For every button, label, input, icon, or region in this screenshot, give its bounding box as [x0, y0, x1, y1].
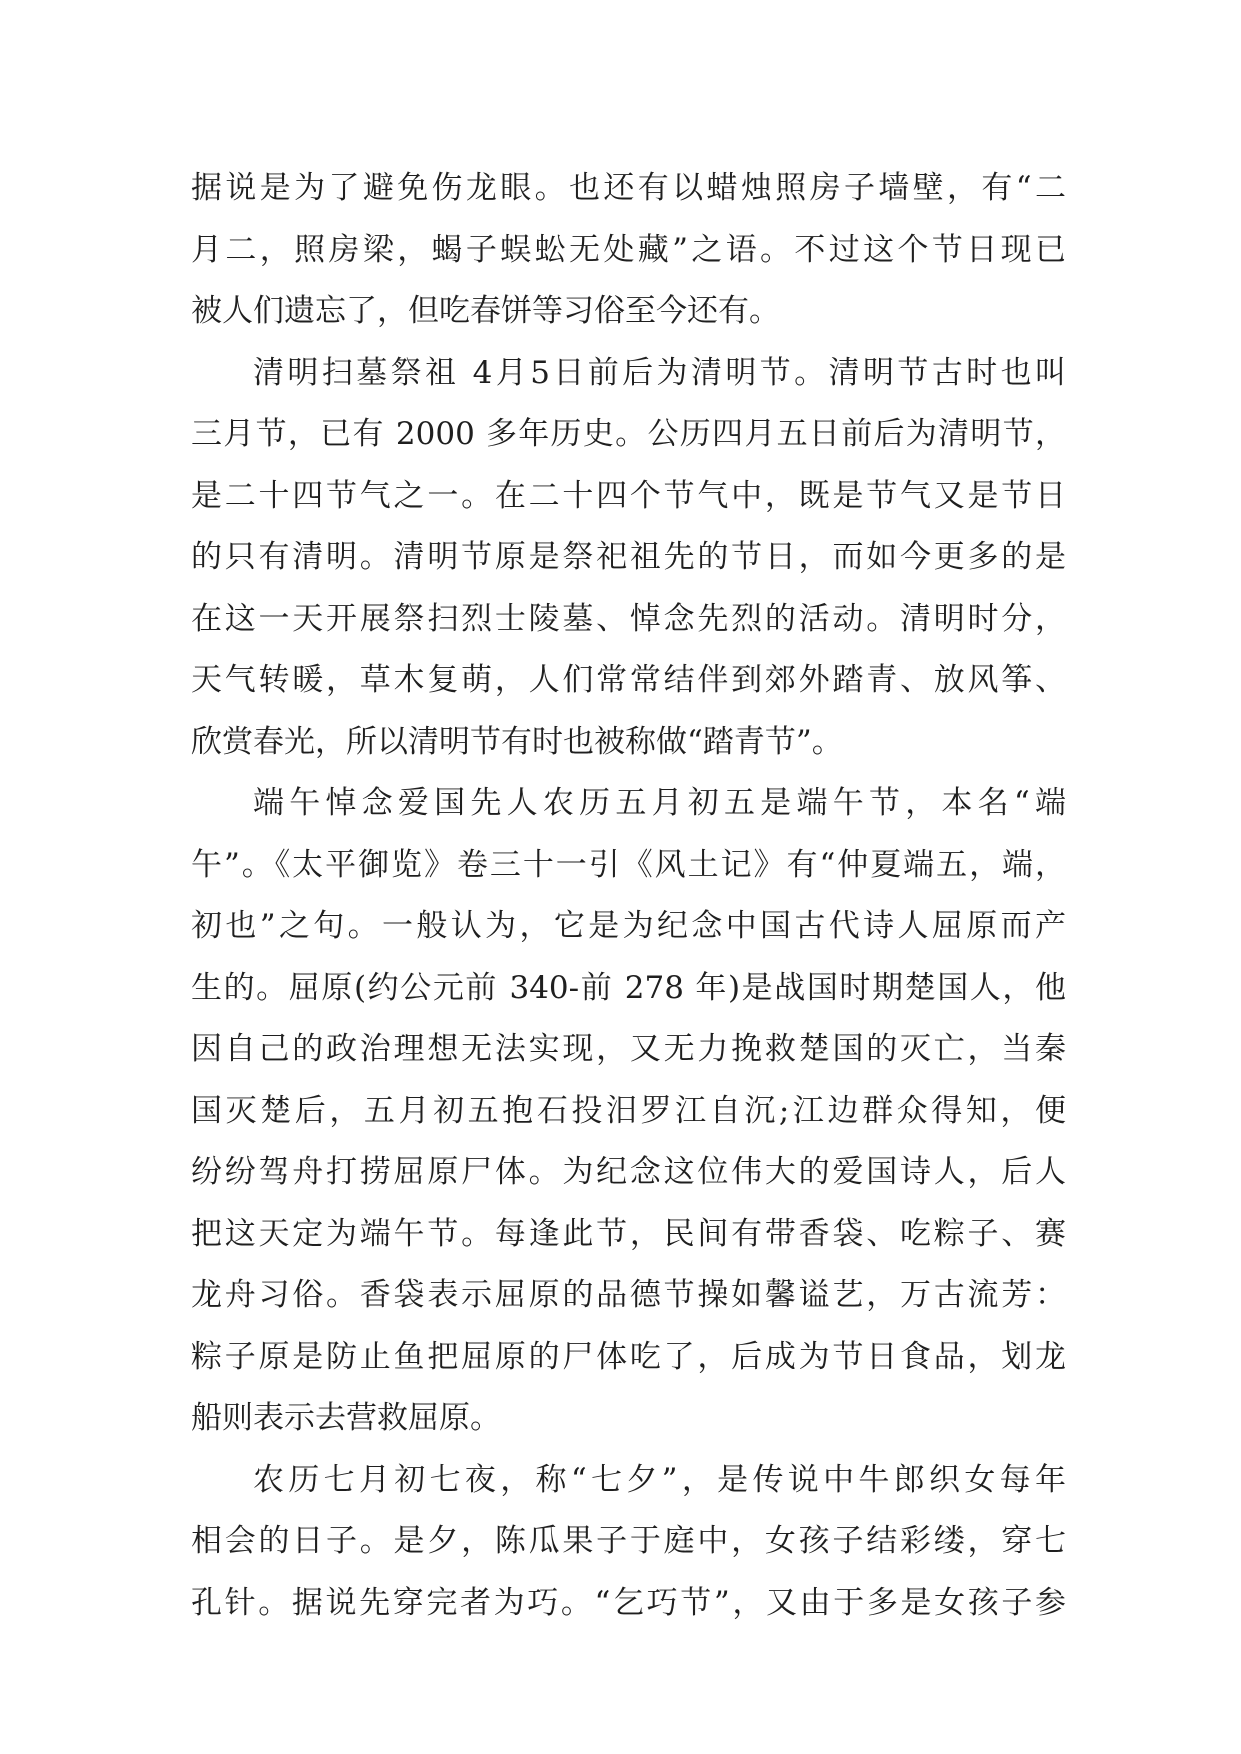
text-line: 的只有清明。清明节原是祭祀祖先的节日，而如今更多的是: [191, 539, 1066, 575]
text-line: 因自己的政治理想无法实现，又无力挽救楚国的灭亡，当秦: [191, 1031, 1066, 1067]
text-line: 把这天定为端午节。每逢此节，民间有带香袋、吃粽子、赛: [191, 1215, 1066, 1252]
text-line: 是二十四节气之一。在二十四个节气中，既是节气又是节日: [191, 477, 1066, 514]
text-line: 纷纷驾舟打捞屈原尸体。为纪念这位伟大的爱国诗人，后人: [191, 1154, 1066, 1190]
text-line: 在这一天开展祭扫烈士陵墓、悼念先烈的活动。清明时分，: [191, 600, 1066, 637]
body-text: [191, 158, 1066, 1634]
text-line: 端午悼念爱国先人农历五月初五是端午节，本名“端: [253, 785, 1066, 821]
text-line: 龙舟习俗。香袋表示屈原的品德节操如馨谥艺，万古流芳：: [191, 1277, 1066, 1313]
text-line: 被人们遗忘了，但吃春饼等习俗至今还有。: [191, 293, 780, 329]
text-line: 孔针。据说先穿完者为巧。“乞巧节”，又由于多是女孩子参: [191, 1584, 1066, 1621]
text-line: 欣赏春光，所以清明节有时也被称做“踏青节”。: [191, 723, 843, 760]
text-line: 粽子原是防止鱼把屈原的尸体吃了，后成为节日食品，划龙: [191, 1338, 1066, 1375]
text-line: 相会的日子。是夕，陈瓜果子于庭中，女孩子结彩缕，穿七: [191, 1523, 1066, 1559]
text-line: 天气转暖，草木复萌，人们常常结伴到郊外踏青、放风筝、: [191, 662, 1066, 698]
text-line: 生的。屈原(约公元前 340-前 278 年)是战国时期楚国人，他: [191, 969, 1066, 1006]
text-line: 农历七月初七夜，称“七夕”，是传说中牛郎织女每年: [253, 1461, 1066, 1498]
text-line: 国灭楚后，五月初五抱石投汨罗江自沉;江边群众得知，便: [191, 1092, 1066, 1129]
text-line: 午”。《太平御览》卷三十一引《风土记》有“仲夏端五，端，: [191, 846, 1066, 883]
text-line: 船则表示去营救屈原。: [191, 1400, 501, 1436]
text-line: 三月节，已有 2000 多年历史。公历四月五日前后为清明节，: [191, 416, 1066, 452]
text-line: 据说是为了避免伤龙眼。也还有以蜡烛照房子墙壁，有“二: [191, 170, 1066, 206]
text-line: 清明扫墓祭祖 4月5日前后为清明节。清明节古时也叫: [253, 354, 1066, 391]
text-line: 初也”之句。一般认为，它是为纪念中国古代诗人屈原而产: [191, 908, 1066, 944]
text-line: 月二，照房梁，蝎子蜈蚣无处藏”之语。不过这个节日现已: [191, 231, 1066, 268]
